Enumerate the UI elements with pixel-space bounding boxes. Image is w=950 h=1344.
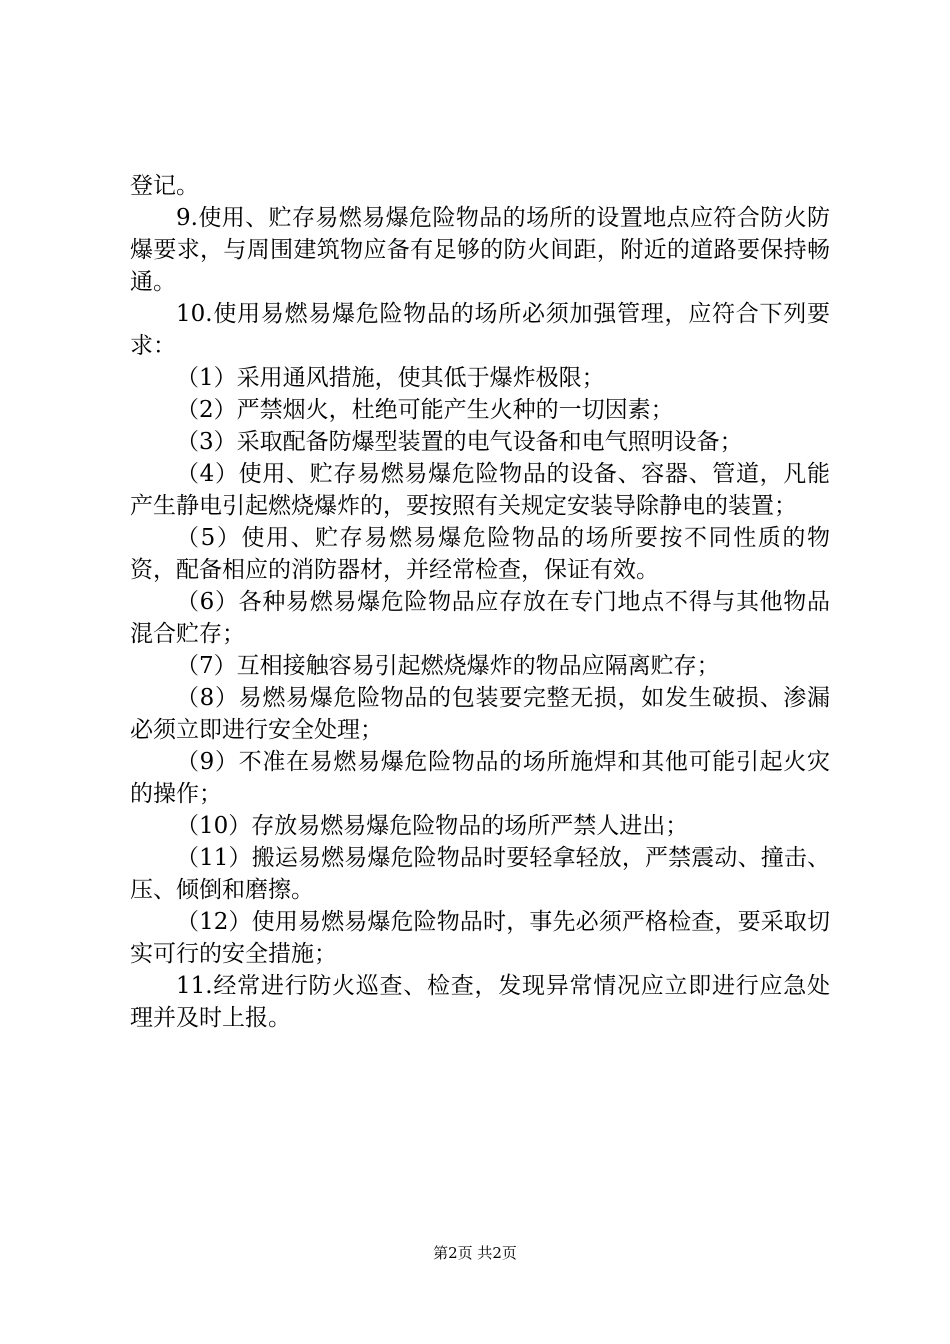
sub-item-6: （6）各种易燃易爆危险物品应存放在专门地点不得与其他物品混合贮存； xyxy=(130,589,830,647)
sub-item-1: （1）采用通风措施，使其低于爆炸极限； xyxy=(176,365,605,391)
sub-item-12: （12）使用易燃易爆危险物品时，事先必须严格检查，要采取切实可行的安全措施； xyxy=(130,909,830,967)
sub-item-3: （3）采取配备防爆型装置的电气设备和电气照明设备； xyxy=(176,429,743,455)
page-number-label: 第2页 共2页 xyxy=(433,1244,517,1262)
sub-item-9: （9）不准在易燃易爆危险物品的场所施焊和其他可能引起火灾的操作； xyxy=(130,749,830,807)
paragraph-continuation: 登记。 xyxy=(130,173,199,199)
page-footer xyxy=(0,1243,950,1263)
sub-item-2: （2）严禁烟火，杜绝可能产生火种的一切因素； xyxy=(176,397,674,423)
sub-item-5: （5）使用、贮存易燃易爆危险物品的场所要按不同性质的物资，配备相应的消防器材，并经常检查，保证有效。 xyxy=(130,525,830,583)
paragraph-item-10: 10.使用易燃易爆危险物品的场所必须加强管理，应符合下列要求： xyxy=(130,301,830,359)
sub-item-10: （10）存放易燃易爆危险物品的场所严禁人进出； xyxy=(176,813,689,839)
document-body xyxy=(130,170,830,1034)
sub-item-4: （4）使用、贮存易燃易爆危险物品的设备、容器、管道，凡能产生静电引起燃烧爆炸的，要按照有关规定安装导除静电的装置； xyxy=(130,461,830,519)
sub-item-11: （11）搬运易燃易爆危险物品时要轻拿轻放，严禁震动、撞击、压、倾倒和磨擦。 xyxy=(130,845,830,903)
paragraph-item-9: 9.使用、贮存易燃易爆危险物品的场所的设置地点应符合防火防爆要求，与周围建筑物应备有足够的防火间距，附近的道路要保持畅通。 xyxy=(130,205,830,295)
paragraph-item-11: 11.经常进行防火巡查、检查，发现异常情况应立即进行应急处理并及时上报。 xyxy=(130,973,830,1031)
sub-item-8: （8）易燃易爆危险物品的包装要完整无损，如发生破损、渗漏必须立即进行安全处理； xyxy=(130,685,830,743)
sub-item-7: （7）互相接触容易引起燃烧爆炸的物品应隔离贮存； xyxy=(176,653,720,679)
